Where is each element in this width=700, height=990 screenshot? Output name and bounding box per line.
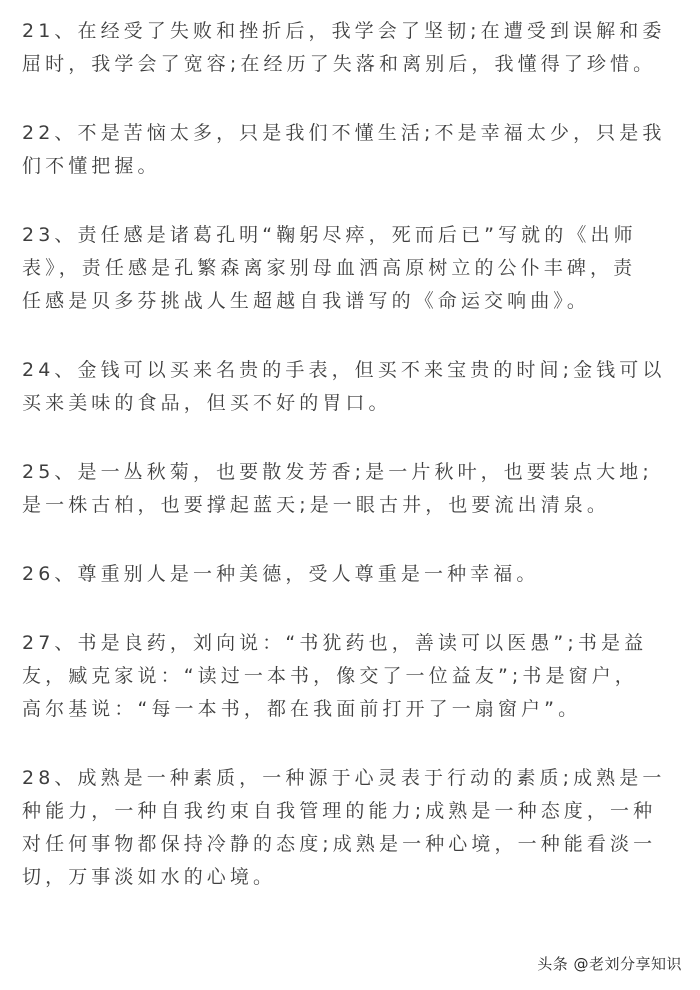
paragraph-21 [22,15,682,81]
paragraph-24 [22,354,682,420]
text-line: 23、责任感是诸葛孔明“鞠躬尽瘁，死而后已”写就的《出师 [22,224,637,246]
text-line: 25、是一丛秋菊，也要散发芳香;是一片秋叶，也要装点大地; [22,461,653,483]
text-line: 21、在经受了失败和挫折后，我学会了坚韧;在遭受到误解和委 [22,20,666,42]
text-line: 对任何事物都保持冷静的态度;成熟是一种心境，一种能看淡一 [22,833,657,855]
text-line: 高尔基说：“每一本书，都在我面前打开了一扇窗户”。 [22,698,582,720]
paragraph-25 [22,456,682,522]
paragraph-27 [22,627,682,726]
text-line: 种能力，一种自我约束自我管理的能力;成熟是一种态度，一种 [22,800,657,822]
paragraph-26 [22,558,682,591]
text-line: 屈时，我学会了宽容;在经历了失落和离别后，我懂得了珍惜。 [22,53,657,75]
text-line: 是一株古柏，也要撑起蓝天;是一眼古井，也要流出清泉。 [22,494,611,516]
text-line: 24、金钱可以买来名贵的手表，但买不来宝贵的时间;金钱可以 [22,359,666,381]
paragraph-28 [22,762,682,894]
text-line: 买来美味的食品，但买不好的胃口。 [22,392,392,414]
text-line: 22、不是苦恼太多，只是我们不懂生活;不是幸福太少，只是我 [22,122,666,144]
article-body [22,15,682,930]
text-line: 28、成熟是一种素质，一种源于心灵表于行动的素质;成熟是一 [22,767,666,789]
paragraph-23 [22,219,682,318]
text-line: 切，万事淡如水的心境。 [22,866,277,888]
watermark: 头条 @老刘分享知识 [537,955,682,973]
text-line: 友，臧克家说：“读过一本书，像交了一位益友”;书是窗户， [22,665,638,687]
text-line: 们不懂把握。 [22,155,161,177]
text-line: 27、书是良药，刘向说：“书犹药也，善读可以医愚”;书是益 [22,632,648,654]
text-line: 表》，责任感是孔繁森离家别母血洒高原树立的公仆丰碑，责 [22,257,637,279]
paragraph-22 [22,117,682,183]
text-line: 任感是贝多芬挑战人生超越自我谱写的《命运交响曲》。 [22,290,591,312]
text-line: 26、尊重别人是一种美德，受人尊重是一种幸福。 [22,563,540,585]
